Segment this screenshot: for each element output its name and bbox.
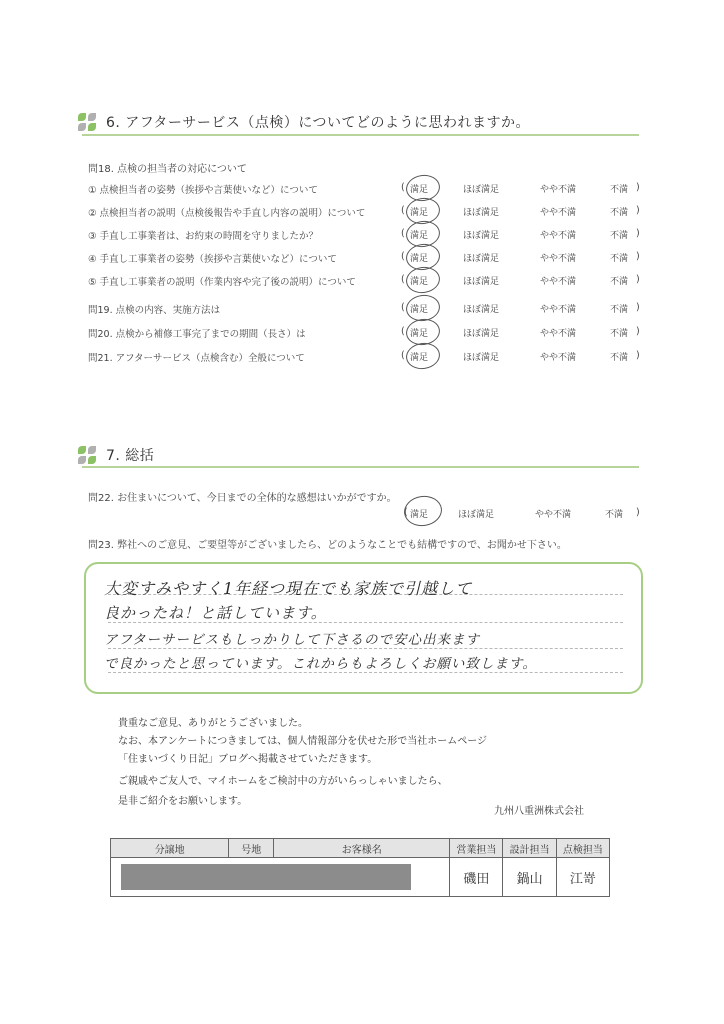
handwritten-line: 大変すみやすく1年経つ現在でも家族で引越して	[104, 579, 473, 598]
option-mostly-satisfied: ほぼ満足	[463, 254, 500, 264]
design-staff: 鍋山	[503, 858, 556, 897]
redacted-cell	[111, 858, 450, 897]
row-question: ③ 手直し工事業者は、お約束の時間を守りましたか？	[88, 231, 319, 242]
option-slightly-unsatisfied: やや不満	[540, 185, 577, 195]
option-mostly-satisfied: ほぼ満足	[463, 208, 500, 218]
paren-left: (	[401, 251, 405, 262]
option-satisfied: 満足	[410, 231, 429, 241]
sales-staff: 磯田	[450, 858, 503, 897]
survey-row	[88, 180, 648, 198]
option-unsatisfied: 不満	[605, 510, 624, 520]
handwritten-line: アフターサービスもしっかりして下さるので安心出来ます	[104, 632, 481, 648]
paren-right: )	[636, 251, 640, 262]
option-satisfied: 満足	[410, 208, 429, 218]
survey-row	[88, 226, 648, 244]
paren-right: )	[636, 350, 640, 361]
option-mostly-satisfied: ほぼ満足	[458, 510, 495, 520]
paren-left: (	[401, 302, 405, 313]
option-mostly-satisfied: ほぼ満足	[463, 305, 500, 315]
paren-left: (	[401, 326, 405, 337]
thanks-line: 「住まいづくり日記」ブログへ掲載させていただきます。	[118, 754, 378, 765]
selected-circle-mark	[404, 341, 441, 371]
handwritten-line: 良かったね！と話しています。	[104, 604, 327, 622]
row-question: 問21. アフターサービス（点検含む）全般について	[88, 353, 305, 364]
option-unsatisfied: 不満	[610, 329, 629, 339]
survey-row	[88, 203, 648, 221]
survey-row	[88, 272, 648, 290]
paren-right: )	[636, 302, 640, 313]
row-question: ② 点検担当者の説明（点検後報告や手直し内容の説明）について	[88, 208, 366, 219]
q22-text: 問22. お住まいについて、今日までの全体的な感想はいかがですか。	[88, 493, 397, 504]
header-lot-number: 号地	[229, 839, 274, 858]
row-question: 問20. 点検から補修工事完了までの期間（長さ）は	[88, 329, 306, 340]
redaction-bar	[121, 864, 411, 890]
handwritten-line: で良かったと思っています。これからもよろしくお願い致します。	[104, 656, 537, 672]
header-inspection: 点検担当	[556, 839, 609, 858]
option-slightly-unsatisfied: やや不満	[540, 254, 577, 264]
paren-right: )	[636, 326, 640, 337]
thanks-line: 是非ご紹介をお願いします。	[118, 796, 248, 807]
thanks-line: ご親戚やご友人で、マイホームをご検討中の方がいらっしゃいましたら、	[118, 776, 448, 787]
thanks-line: なお、本アンケートにつきましては、個人情報部分を伏せた形で当社ホームページ	[118, 736, 487, 747]
paren-left: (	[401, 182, 405, 193]
option-satisfied: 満足	[410, 185, 429, 195]
q22-options-row: ( 満足 ほぼ満足 やや不満 不満 )	[404, 507, 640, 520]
paren-left: (	[401, 274, 405, 285]
option-slightly-unsatisfied: やや不満	[540, 231, 577, 241]
option-satisfied: 満足	[410, 329, 429, 339]
option-satisfied: 満足	[410, 277, 429, 287]
selected-circle-mark	[402, 494, 444, 529]
option-satisfied: 満足	[410, 254, 429, 264]
option-unsatisfied: 不満	[610, 277, 629, 287]
survey-row	[88, 324, 648, 342]
option-mostly-satisfied: ほぼ満足	[463, 329, 500, 339]
leaf-icon	[78, 446, 96, 464]
paren-right: )	[636, 228, 640, 239]
option-unsatisfied: 不満	[610, 254, 629, 264]
option-slightly-unsatisfied: やや不満	[540, 208, 577, 218]
option-satisfied: 満足	[410, 305, 429, 315]
paren-right: )	[636, 274, 640, 285]
option-mostly-satisfied: ほぼ満足	[463, 353, 500, 363]
row-question: ④ 手直し工事業者の姿勢（挨拶や言葉使いなど）について	[88, 254, 337, 265]
option-slightly-unsatisfied: やや不満	[540, 353, 577, 363]
option-satisfied: 満足	[410, 353, 429, 363]
section6-rule	[82, 134, 639, 136]
option-slightly-unsatisfied: やや不満	[535, 510, 572, 520]
section7-rule	[82, 466, 639, 468]
option-unsatisfied: 不満	[610, 185, 629, 195]
option-satisfied: 満足	[410, 510, 429, 520]
option-slightly-unsatisfied: やや不満	[540, 277, 577, 287]
survey-row	[88, 300, 648, 318]
header-design: 設計担当	[503, 839, 556, 858]
option-slightly-unsatisfied: やや不満	[540, 305, 577, 315]
paren-right: )	[636, 182, 640, 193]
row-question: ⑤ 手直し工事業者の説明（作業内容や完了後の説明）について	[88, 277, 356, 288]
ruled-line	[108, 672, 623, 674]
row-question: 問19. 点検の内容、実施方法は	[88, 305, 221, 316]
section6-header	[78, 110, 530, 134]
header-sales: 営業担当	[450, 839, 503, 858]
section7-title: 7. 総括	[106, 448, 155, 464]
paren-left: (	[401, 350, 405, 361]
option-unsatisfied: 不満	[610, 208, 629, 218]
header-customer-name: お客様名	[274, 839, 450, 858]
comment-box	[84, 562, 643, 694]
section7-header	[78, 443, 154, 467]
option-mostly-satisfied: ほぼ満足	[463, 277, 500, 287]
row-question: ① 点検担当者の姿勢（挨拶や言葉使いなど）について	[88, 185, 318, 196]
paren-left: (	[401, 228, 405, 239]
staff-table	[110, 838, 610, 897]
header-lot: 分譲地	[111, 839, 229, 858]
option-mostly-satisfied: ほぼ満足	[463, 231, 500, 241]
q18-title: 問18. 点検の担当者の対応について	[88, 164, 247, 175]
leaf-icon	[78, 113, 96, 131]
q23-text: 問23. 弊社へのご意見、ご要望等がございましたら、どのようなことでも結構ですので、お聞かせ下さい。	[88, 540, 567, 551]
option-mostly-satisfied: ほぼ満足	[463, 185, 500, 195]
paren-right: )	[636, 205, 640, 216]
option-unsatisfied: 不満	[610, 305, 629, 315]
option-slightly-unsatisfied: やや不満	[540, 329, 577, 339]
survey-row	[88, 348, 648, 366]
survey-row	[88, 249, 648, 267]
option-unsatisfied: 不満	[610, 353, 629, 363]
selected-circle-mark	[404, 265, 441, 295]
inspection-staff: 江嵜	[556, 858, 609, 897]
paren-left: (	[401, 205, 405, 216]
thanks-line: 貴重なご意見、ありがとうございました。	[118, 718, 308, 729]
ruled-line	[108, 648, 623, 650]
section6-title: 6. アフターサービス（点検）についてどのように思われますか。	[106, 115, 531, 131]
company-name: 九州八重洲株式会社	[494, 806, 584, 817]
option-unsatisfied: 不満	[610, 231, 629, 241]
